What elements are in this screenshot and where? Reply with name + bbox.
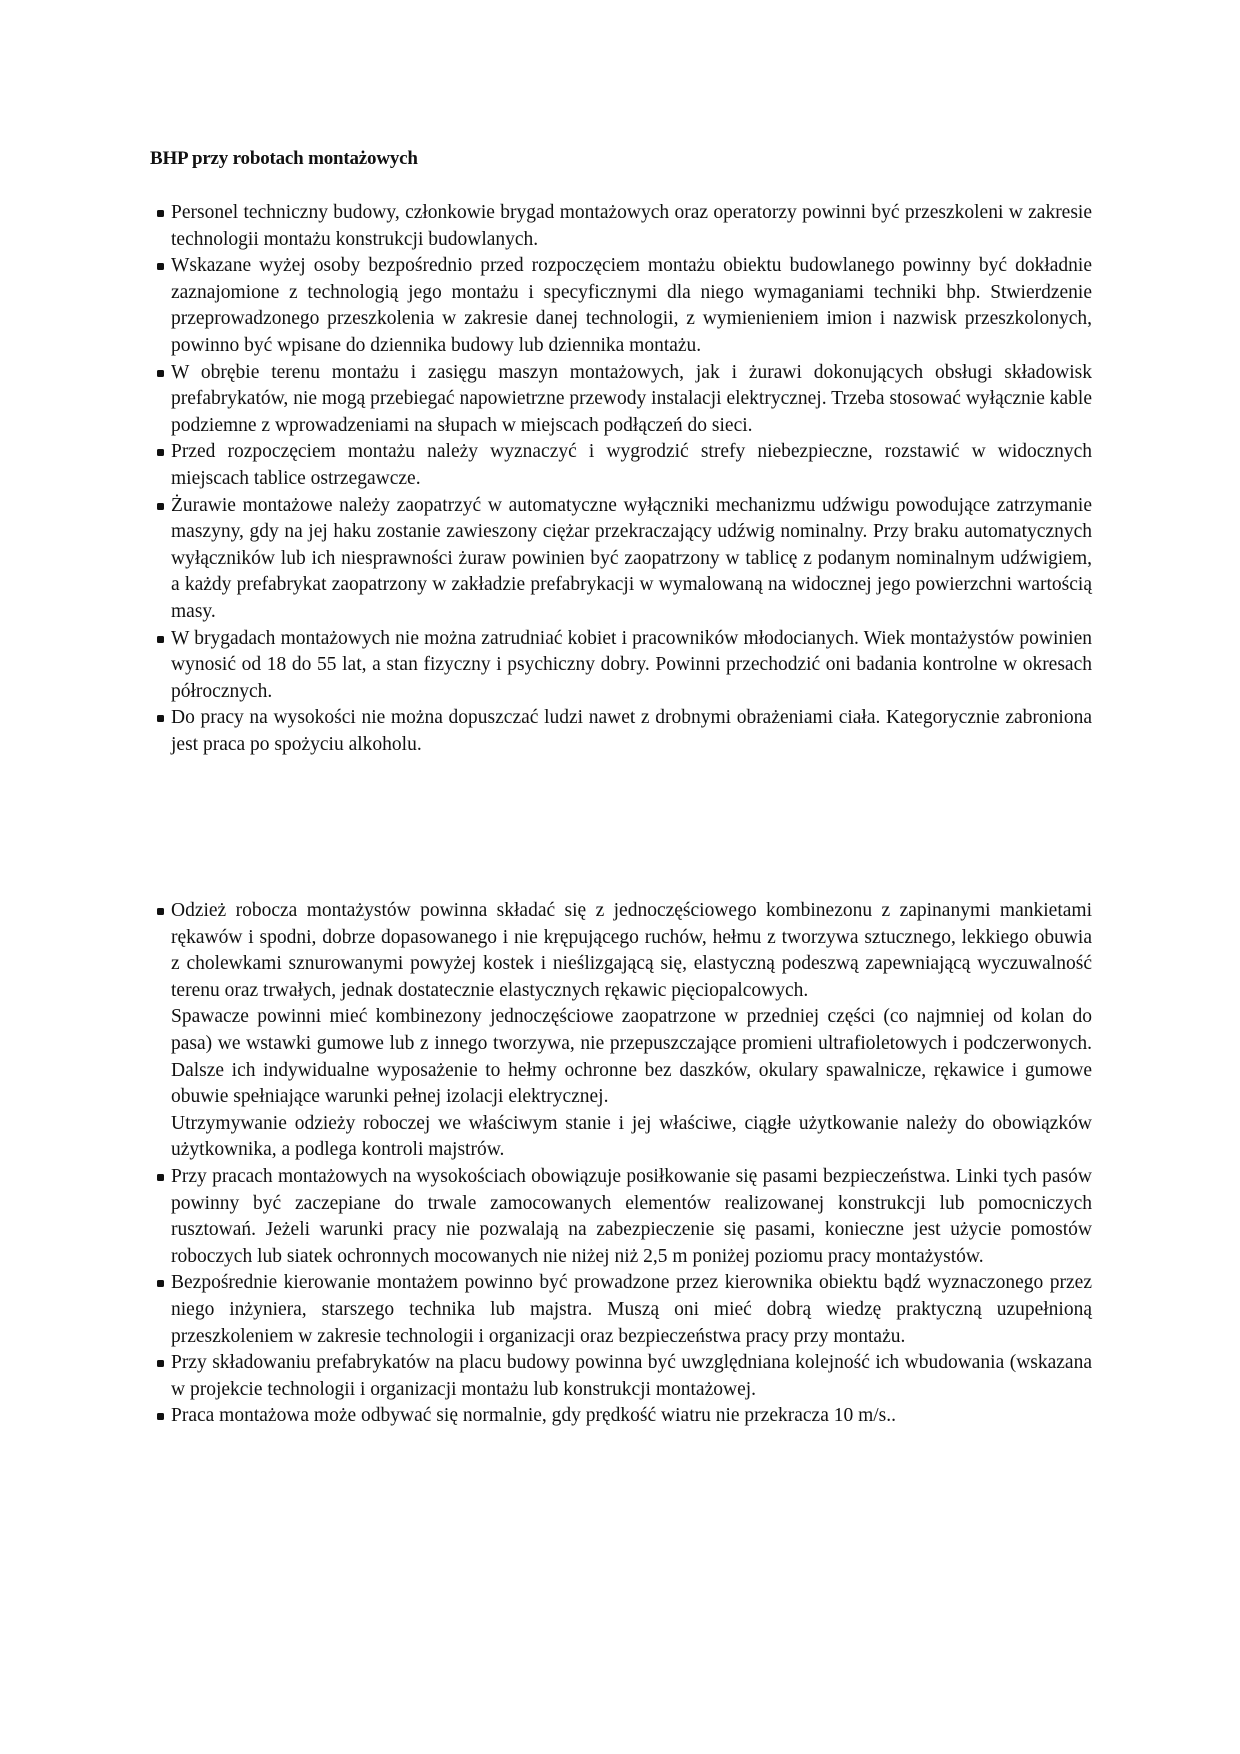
- list-item: [150, 493, 1092, 626]
- list-item-clothing: [150, 898, 1092, 1164]
- bullet-icon: [157, 715, 164, 722]
- list-item: [150, 1403, 1092, 1430]
- bullet-list-section-1: [150, 200, 1092, 758]
- bullet-icon: [157, 1360, 164, 1367]
- bullet-icon: [157, 1174, 164, 1181]
- bullet-icon: [157, 210, 164, 217]
- bullet-icon: [157, 449, 164, 456]
- list-item-text: Przy składowaniu prefabrykatów na placu budowy powinna być uwzględniana kolejność ich wbudowania (wskazana w projekcie technologii i organizacji montażu lub konstrukcji montażowej.: [171, 1352, 1092, 1400]
- list-item-text: W brygadach montażowych nie można zatrudniać kobiet i pracowników młodocianych. Wiek montażystów powinien wynosić od 18 do 55 lat, a stan fizyczny i psychiczny dobry. Powinni przechodzić oni badania kontrolne w okresach półrocznych.: [171, 627, 1092, 702]
- bullet-icon: [157, 263, 164, 270]
- bullet-list-section-2: [150, 898, 1092, 1430]
- bullet-icon: [157, 908, 164, 915]
- list-item-text: Personel techniczny budowy, członkowie brygad montażowych oraz operatorzy powinni być przeszkoleni w zakresie technologii montażu konstrukcji budowlanych.: [171, 202, 1092, 250]
- document-title: BHP przy robotach montażowych: [150, 148, 418, 169]
- clothing-paragraph-1: Odzież robocza montażystów powinna składać się z jednoczęściowego kombinezonu z zapinanymi mankietami rękawów i spodni, dobrze dopasowanego i nie krępującego ruchów, hełmu z tworzywa sztucznego, lekkiego obuwia z cholewkami sznurowanymi powyżej kostek i nieślizgającą się, elastyczną podeszwą zapewniającą wyczuwalność terenu oraz trwałych, jednak dostatecznie elastycznych rękawic pięciopalcowych.: [171, 900, 1092, 1001]
- list-item: [150, 1350, 1092, 1403]
- bullet-icon: [157, 503, 164, 510]
- clothing-paragraph-2: Spawacze powinni mieć kombinezony jednoczęściowe zaopatrzone w przedniej części (co najmniej od kolan do pasa) we wstawki gumowe lub z innego tworzywa, nie przepuszczające promieni ultrafioletowych i podczerwonych. Dalsze ich indywidualne wyposażenie to hełmy ochronne bez daszków, okulary spawalnicze, rękawice i gumowe obuwie spełniające warunki pełnej izolacji elektrycznej.: [171, 1006, 1092, 1108]
- bullet-icon: [157, 1280, 164, 1287]
- list-item: [150, 200, 1092, 253]
- list-item-text: Wskazane wyżej osoby bezpośrednio przed rozpoczęciem montażu obiektu budowlanego powinny być dokładnie zaznajomione z technologią jego montażu i specyficznymi dla niego wymaganiami techniki bhp. Stwierdzenie przeprowadzonego przeszkolenia w zakresie danej technologii, z wymienieniem imion i nazwisk przeszkolonych, powinno być wpisane do dziennika budowy lub dziennika montażu.: [171, 255, 1092, 356]
- list-item: [150, 1164, 1092, 1270]
- clothing-paragraph-3: Utrzymywanie odzieży roboczej we właściwym stanie i jej właściwe, ciągłe użytkowanie należy do obowiązków użytkownika, a podlega kontroli majstrów.: [171, 1112, 1092, 1161]
- list-item: [150, 705, 1092, 758]
- list-item: [150, 1270, 1092, 1350]
- list-item-text: Praca montażowa może odbywać się normalnie, gdy prędkość wiatru nie przekracza 10 m/s..: [171, 1405, 897, 1427]
- list-item: [150, 626, 1092, 706]
- list-item-text: Przed rozpoczęciem montażu należy wyznaczyć i wygrodzić strefy niebezpieczne, rozstawić w widocznych miejscach tablice ostrzegawcze.: [171, 441, 1092, 489]
- list-item: [150, 253, 1092, 359]
- list-item: [150, 439, 1092, 492]
- list-item-text: Przy pracach montażowych na wysokościach obowiązuje posiłkowanie się pasami bezpieczeństwa. Linki tych pasów powinny być zaczepiane do trwale zamocowanych elementów realizowanej konstrukcji lub pomocniczych rusztowań. Jeżeli warunki pracy nie pozwalają na zabezpieczenie się pasami, konieczne jest użycie pomostów roboczych lub siatek ochronnych mocowanych nie niżej niż 2,5 m poniżej poziomu pracy montażystów.: [171, 1165, 1092, 1267]
- list-item: [150, 360, 1092, 440]
- bullet-icon: [157, 370, 164, 377]
- list-item-text: W obrębie terenu montażu i zasięgu maszyn montażowych, jak i żurawi dokonujących obsługi składowisk prefabrykatów, nie mogą przebiegać napowietrzne przewody instalacji elektrycznej. Trzeba stosować wyłącznie kable podziemne z wprowadzeniami na słupach w miejscach podłączeń do sieci.: [171, 361, 1092, 436]
- list-item-text: Do pracy na wysokości nie można dopuszczać ludzi nawet z drobnymi obrażeniami ciała. Kategorycznie zabroniona jest praca po spożyciu alkoholu.: [171, 707, 1092, 755]
- bullet-icon: [157, 636, 164, 643]
- list-item-text: Bezpośrednie kierowanie montażem powinno być prowadzone przez kierownika obiektu bądź wyznaczonego przez niego inżyniera, starszego technika lub majstra. Muszą oni mieć dobrą wiedzę praktyczną uzupełnioną przeszkoleniem w zakresie technologii i organizacji oraz bezpieczeństwa pracy przy montażu.: [171, 1272, 1092, 1347]
- list-item-text: Żurawie montażowe należy zaopatrzyć w automatyczne wyłączniki mechanizmu udźwigu powodujące zatrzymanie maszyny, gdy na jej haku zostanie zawieszony ciężar przekraczający udźwig nominalny. Przy braku automatycznych wyłączników lub ich niesprawności żuraw powinien być zaopatrzony w tablicę z podanym nominalnym udźwigiem, a każdy prefabrykat zaopatrzony w zakładzie prefabrykacji w wymalowaną na widocznej jego powierzchni wartością masy.: [171, 494, 1092, 622]
- bullet-icon: [157, 1413, 164, 1420]
